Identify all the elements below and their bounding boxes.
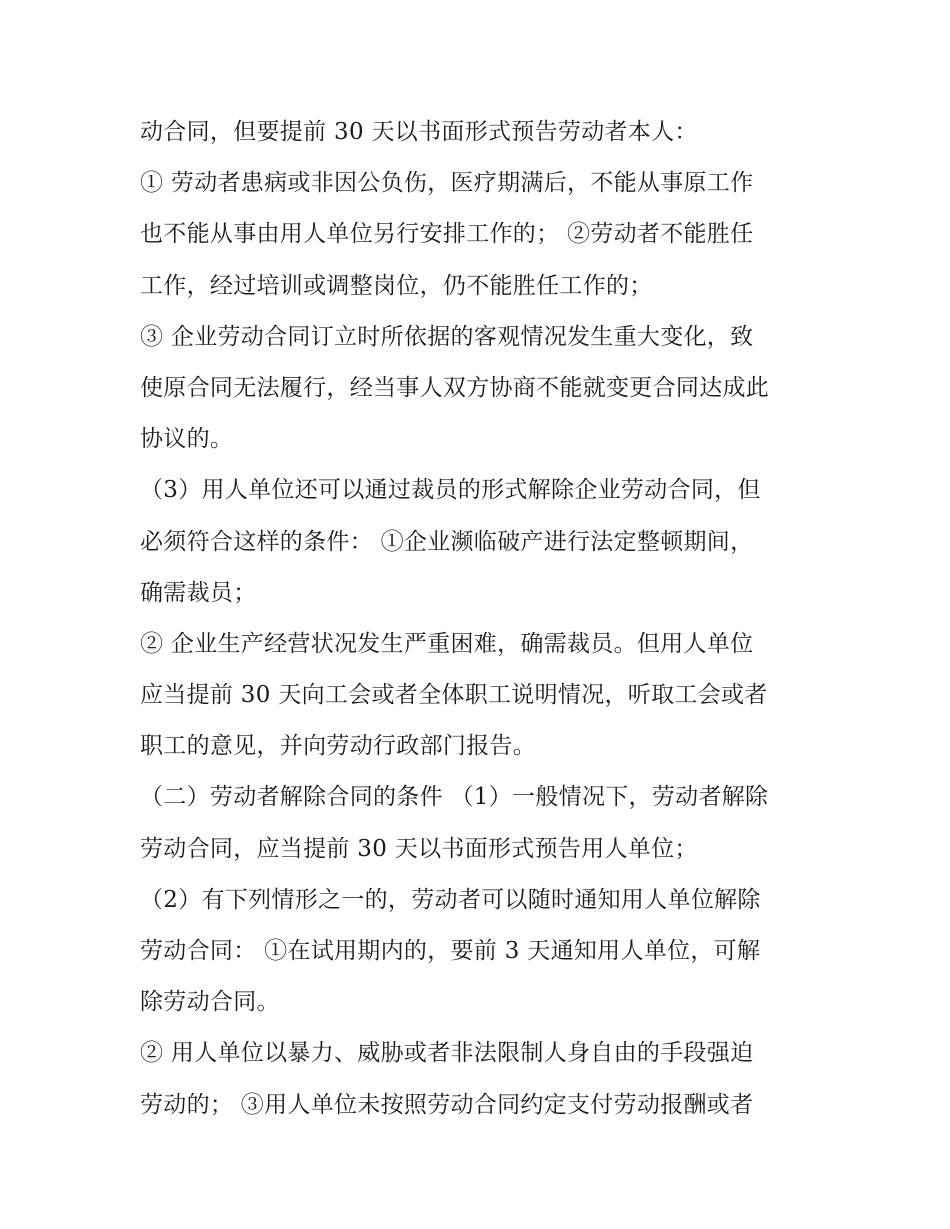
text-line-20: 劳动的； ③用人单位未按照劳动合同约定支付劳动报酬或者 <box>140 1091 754 1118</box>
text-line-14: （二）劳动者解除合同的条件 （1）一般情况下，劳动者解除 <box>140 784 769 811</box>
text-line-6: 使原合同无法履行，经当事人双方协商不能就变更合同达成此 <box>140 374 770 401</box>
text-line-11: ② 企业生产经营状况发生严重困难，确需裁员。但用人单位 <box>140 630 754 657</box>
text-line-7: 协议的。 <box>140 426 234 453</box>
text-line-19: ② 用人单位以暴力、威胁或者非法限制人身自由的手段强迫 <box>140 1040 754 1067</box>
document-body <box>140 107 830 1131</box>
text-line-4: 工作，经过培训或调整岗位，仍不能胜任工作的； <box>140 272 653 299</box>
text-line-16: （2）有下列情形之一的，劳动者可以随时通知用人单位解除 <box>140 886 761 913</box>
text-line-3: 也不能从事由用人单位另行安排工作的； ②劳动者不能胜任 <box>140 221 754 248</box>
text-line-13: 职工的意见，并向劳动行政部门报告。 <box>140 733 537 760</box>
text-line-2: ① 劳动者患病或非因公负伤，医疗期满后，不能从事原工作 <box>140 170 754 197</box>
text-line-1: 动合同，但要提前 30 天以书面形式预告劳动者本人： <box>140 119 698 145</box>
text-line-5: ③ 企业劳动合同订立时所依据的客观情况发生重大变化，致 <box>140 323 754 350</box>
text-line-18: 除劳动合同。 <box>140 989 280 1016</box>
text-line-10: 确需裁员； <box>140 579 257 606</box>
text-line-12: 应当提前 30 天向工会或者全体职工说明情况，听取工会或者 <box>140 682 768 709</box>
text-line-15: 劳动合同，应当提前 30 天以书面形式预告用人单位； <box>140 835 698 862</box>
text-line-17: 劳动合同： ①在试用期内的，要前 3 天通知用人单位，可解 <box>140 938 761 964</box>
text-line-8: （3）用人单位还可以通过裁员的形式解除企业劳动合同，但 <box>140 477 761 504</box>
text-line-9: 必须符合这样的条件： ①企业濒临破产进行法定整顿期间， <box>140 528 754 555</box>
